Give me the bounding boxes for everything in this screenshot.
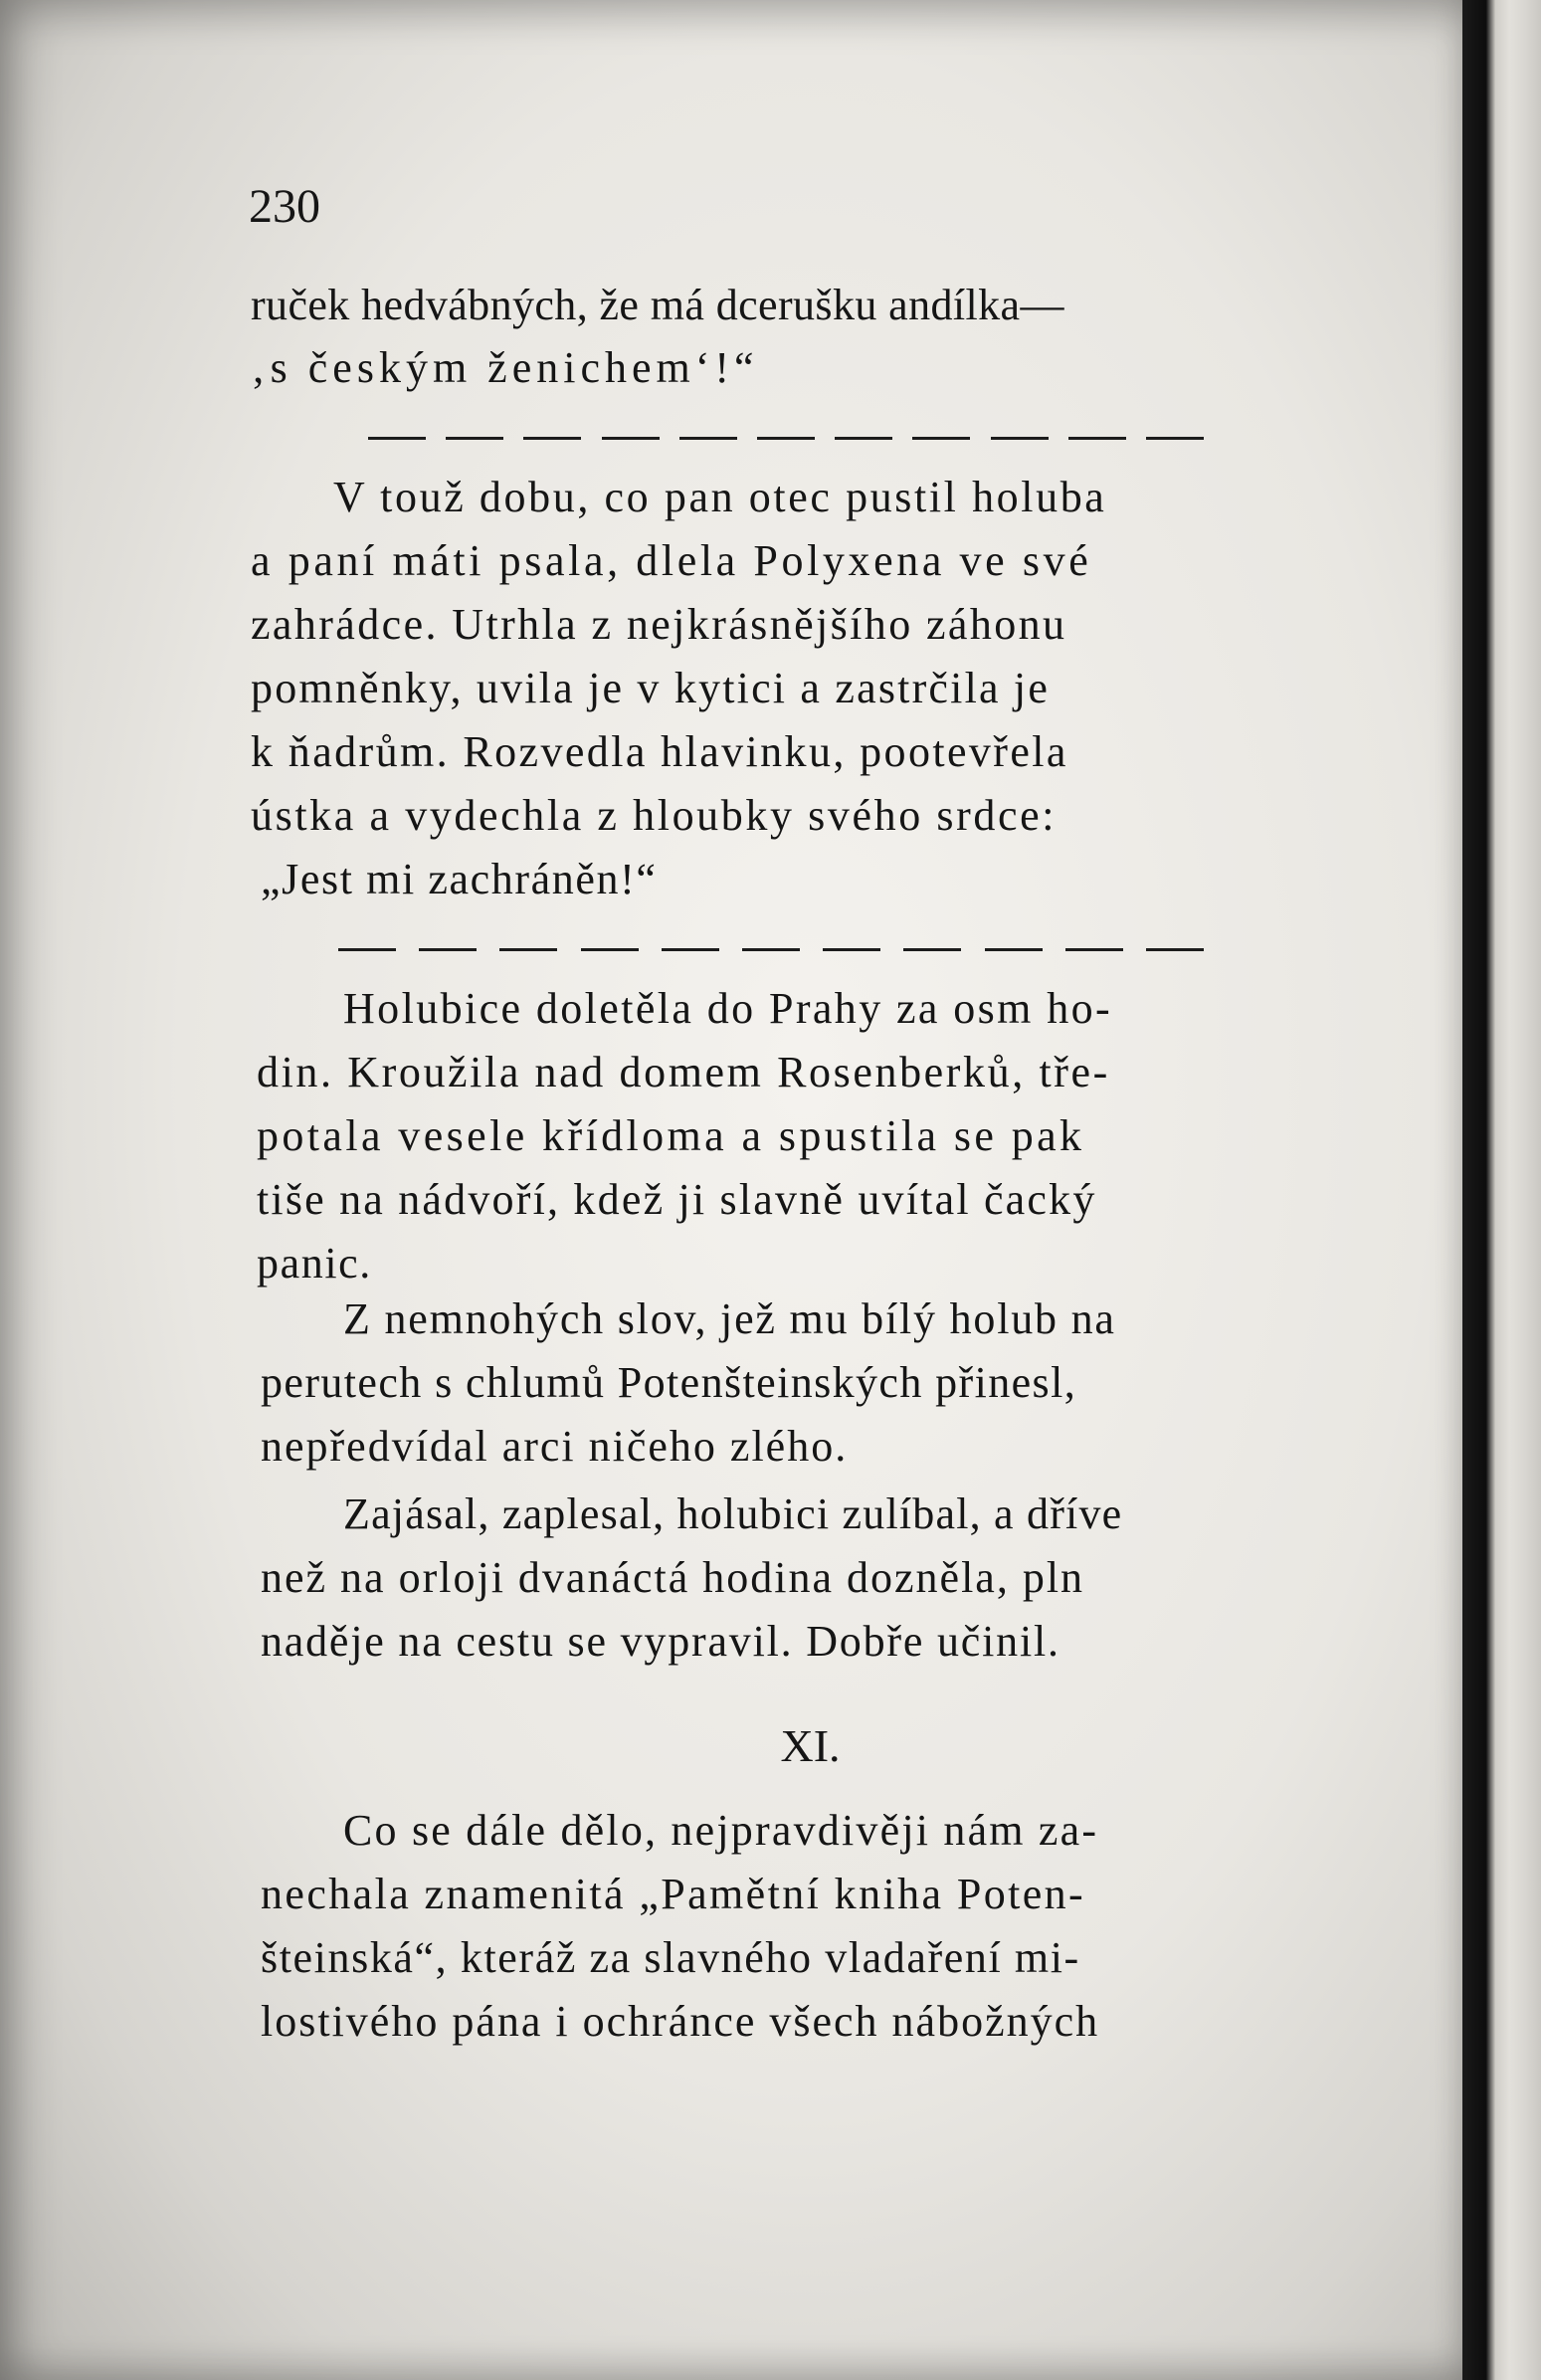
text-line: potala vesele křídloma a spustila se pak (257, 1111, 1085, 1160)
text-line: naděje na cestu se vypravil. Dobře učinil. (261, 1617, 1060, 1666)
text-line: Zajásal, zaplesal, holubici zulíbal, a dříve (343, 1489, 1123, 1538)
text-line: pomněnky, uvila je v kytici a zastrčila je (251, 664, 1051, 712)
text-line: lostivého pána i ochránce všech nábožných (261, 1997, 1100, 2046)
text-line: Co se dále dělo, nejpravdivěji nám za- (343, 1806, 1099, 1855)
text-line: šteinská“, kteráž za slavného vladaření mi- (261, 1933, 1080, 1982)
text-line: a paní máti psala, dlela Polyxena ve své (251, 536, 1092, 585)
section-separator (368, 434, 1204, 442)
text-line: nepředvídal arci ničeho zlého. (261, 1422, 849, 1471)
page-number: 230 (249, 180, 320, 233)
text-line: ruček hedvábných, že má dcerušku andílka— (251, 281, 1064, 329)
text-line: Holubice doletěla do Prahy za osm ho- (343, 984, 1113, 1033)
text-line: tiše na nádvoří, kdež ji slavně uvítal čacký (257, 1175, 1097, 1224)
text-line: k ňadrům. Rozvedla hlavinku, pootevřela (251, 727, 1068, 776)
text-line: „Jest mi zachráněn!“ (261, 855, 658, 903)
text-line: ‚s českým ženichem‘!“ (251, 343, 759, 392)
text-line: než na orloji dvanáctá hodina dozněla, pln (261, 1553, 1085, 1602)
text-line: nechala znamenitá „Pamětní kniha Poten- (261, 1870, 1086, 1918)
text-line: perutech s chlumů Potenšteinských přinesl, (261, 1358, 1077, 1407)
text-line: panic. (257, 1239, 372, 1288)
text-line: zahrádce. Utrhla z nejkrásnějšího záhonu (251, 600, 1067, 649)
section-separator (338, 945, 1204, 953)
text-line: ústka a vydechla z hloubky svého srdce: (251, 791, 1058, 840)
text-line: Z nemnohých slov, jež mu bílý holub na (343, 1294, 1116, 1343)
text-line: V touž dobu, co pan otec pustil holuba (333, 473, 1107, 521)
chapter-heading: XI. (780, 1720, 841, 1771)
text-line: din. Kroužila nad domem Rosenberků, tře- (257, 1048, 1110, 1096)
